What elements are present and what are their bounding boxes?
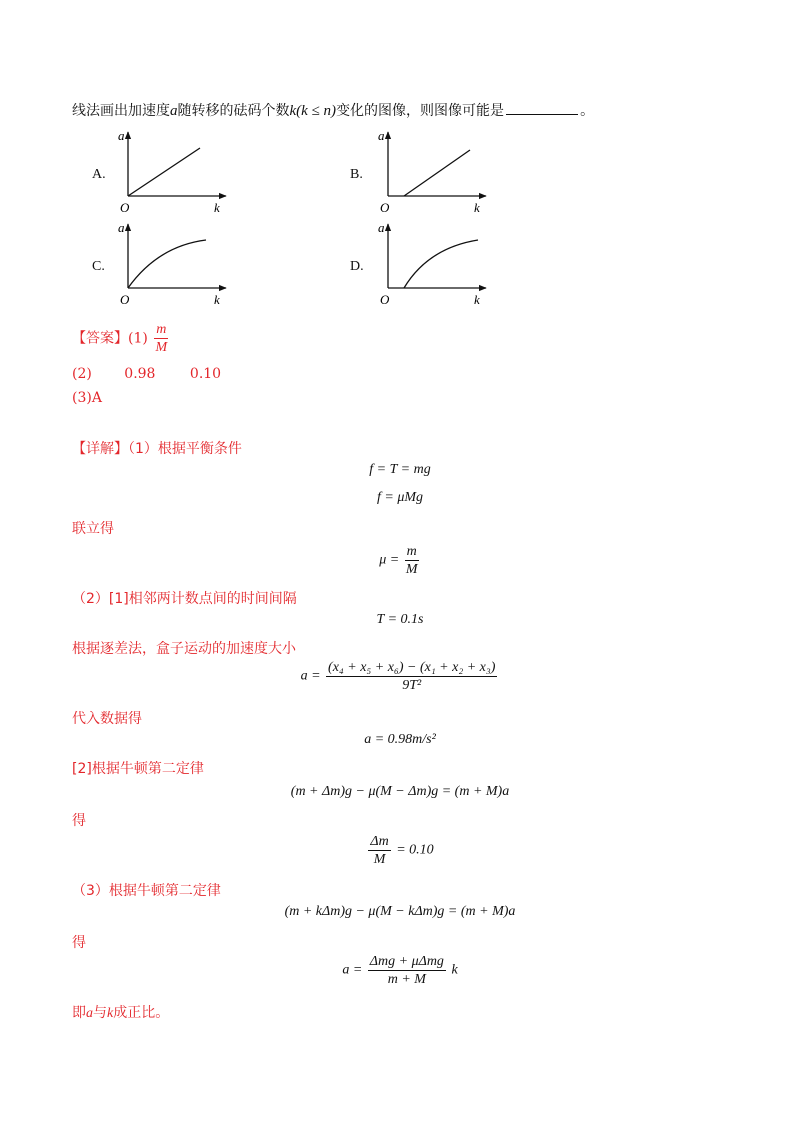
question-prefix: 线法画出加速度 [72,103,170,119]
detail-s7: 得 [72,813,86,829]
equation-9: (m + kΔm)g − μ(M − kΔm)g = (m + M)a [284,904,516,919]
y-label: a [118,128,125,143]
detail-s10: 即a与k成正比。 [72,1005,170,1021]
answer-part2-v1: 0.98 [124,366,156,382]
question-mid: 随转移的砝码个数 [177,103,290,119]
question-cond: (k ≤ n) [296,103,337,119]
detail-s1-text: （1）根据平衡条件 [128,441,242,457]
detail-s1 [72,438,242,458]
equation-7: (m + Δm)g − μ(M − Δm)g = (m + M)a [290,784,510,799]
equation-4: T = 0.1s [376,612,424,627]
answer-part2-v2: 0.10 [189,366,222,382]
answer-blank [506,102,578,115]
detail-s9: 得 [72,935,86,951]
origin-label: O [380,200,390,215]
option-a-label: A. [92,167,106,182]
detail-s3: （2）[1]相邻两计数点间的时间间隔 [72,591,297,607]
option-d-graph [372,218,492,308]
detail-s5: 代入数据得 [72,711,142,727]
y-label: a [378,220,385,235]
curve-d [404,240,478,288]
option-c-graph [112,218,232,308]
answer-fraction: $\frac{m}{M}$ [155,322,168,355]
detail-s8: （3）根据牛顿第二定律 [72,883,221,899]
y-label: a [378,128,385,143]
question-suffix: 变化的图像，则图像可能是 [336,103,505,119]
curve-a [128,148,200,196]
curve-b [404,150,470,196]
question-text [72,100,594,120]
origin-label: O [120,292,130,307]
detail-s6: [2]根据牛顿第二定律 [72,761,204,777]
equation-8: $\frac{\Delta m}{M}$ = 0.10 [370,834,434,867]
answer-line-2 [72,366,221,382]
x-label: k [474,200,480,215]
x-label: k [214,292,220,307]
equation-3: μ = $\frac{m}{M}$ [379,544,418,577]
answer-line-1 [72,322,170,355]
var-a: a [170,103,178,119]
answer-part2: (2) [72,366,92,382]
var-k: k [289,103,297,119]
y-label: a [118,220,125,235]
option-b-label: B. [350,167,363,182]
equation-5: a = $\frac{\text{(x₄ + x₅ + x₆) − (x₁ + x₂ + x₃)}}{\text{9T²}}$ [300,660,496,693]
answer-part3: (3)A [72,390,102,406]
equation-10: a = $\frac{\text{Δmg + μΔmg}}{m + M}$ k [342,954,458,987]
equation-2: f = μMg [376,490,424,505]
option-b-graph [372,126,492,216]
detail-s2: 联立得 [72,521,114,537]
answer-part1: (1) [128,330,148,347]
option-c-label: C. [92,259,105,274]
equation-1: f = T = mg [369,462,431,477]
origin-label: O [120,200,130,215]
option-d-label: D. [350,259,364,274]
option-a-graph [112,126,232,216]
curve-c [128,240,206,288]
answer-tag: 【答案】 [72,330,128,347]
question-end: 。 [580,103,595,119]
x-label: k [214,200,220,215]
equation-6: a = 0.98m/s² [364,732,436,747]
x-label: k [474,292,480,307]
origin-label: O [380,292,390,307]
detail-s4: 根据逐差法，盒子运动的加速度大小 [72,641,296,657]
detail-tag: 【详解】 [72,441,128,457]
